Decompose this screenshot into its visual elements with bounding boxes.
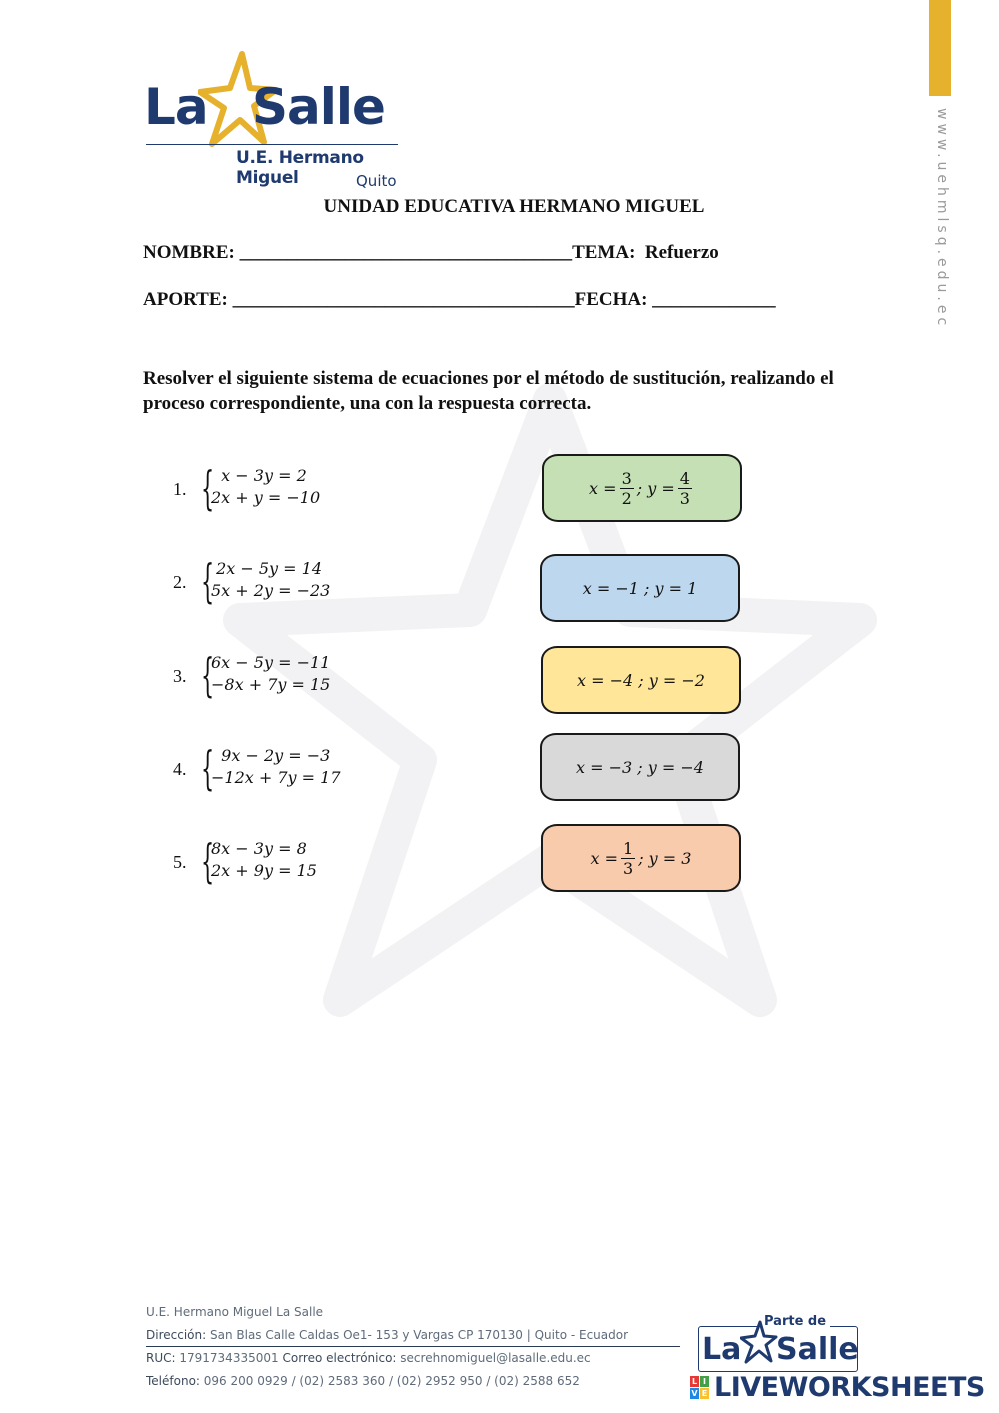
badge-letter: L (691, 1377, 698, 1386)
brace-icon: { (201, 741, 215, 795)
equation-1: 9x − 2y = −3 (211, 746, 331, 765)
la-salle-logo (140, 50, 410, 195)
school-title: UNIDAD EDUCATIVA HERMANO MIGUEL (323, 196, 705, 217)
answer-text: x = −4 ; y = −2 (577, 670, 705, 690)
email-label: Correo electrónico: (282, 1351, 397, 1365)
exercise-number: 3. (173, 666, 187, 686)
logo-school-name: U.E. Hermano Miguel (236, 148, 364, 188)
logo-divider (146, 144, 398, 145)
answer-x-lhs: x = (590, 848, 619, 868)
website-vertical: www.uehmlsq.edu.ec (934, 108, 950, 330)
lw-badge-icon (690, 1376, 710, 1400)
instructions: Resolver el siguiente sistema de ecuaciones por el método de sustitución, realizando el proceso correspondiente, una con la respuesta correcta. (143, 368, 834, 414)
exercise-number: 4. (173, 759, 187, 779)
phone-value: 096 200 0929 / (02) 2583 360 / (02) 2952 950 / (02) 2588 652 (203, 1374, 580, 1388)
exercise-2 (173, 554, 373, 608)
partner-logo (690, 1314, 860, 1374)
fraction-denominator: 3 (679, 488, 690, 508)
address-label: Dirección: (146, 1328, 207, 1342)
logo-city: Quito (356, 172, 397, 190)
fraction-denominator: 2 (621, 488, 632, 508)
brace-icon: { (201, 648, 215, 702)
liveworksheets-logo (690, 1374, 990, 1404)
answer-box-5[interactable] (541, 824, 741, 892)
answer-x-lhs: x = (589, 478, 617, 498)
partner-top-text: Parte de (760, 1314, 830, 1329)
brace-icon: { (201, 834, 215, 888)
answer-separator: ; y = (636, 478, 675, 498)
star-icon (740, 1320, 778, 1364)
fraction-numerator: 4 (679, 468, 690, 488)
exercise-number: 1. (173, 479, 187, 499)
badge-letter: I (700, 1376, 709, 1387)
name-topic-line: NOMBRE: ___________________________________TEMA: Refuerzo (143, 242, 719, 263)
footer-ruc-email (146, 1351, 591, 1365)
fraction-numerator: 1 (623, 838, 634, 858)
equation-2: −8x + 7y = 15 (211, 675, 331, 694)
exercise-5 (173, 834, 373, 888)
liveworksheets-text: LIVEWORKSHEETS (714, 1372, 985, 1403)
exercise-3 (173, 648, 373, 702)
answer-box-2[interactable] (540, 554, 740, 622)
equation-2: −12x + 7y = 17 (211, 768, 341, 787)
ruc-value: 1791734335001 (179, 1351, 279, 1365)
fraction-denominator: 3 (623, 858, 634, 878)
partner-salle: Salle (776, 1332, 859, 1367)
badge-letter: E (701, 1389, 708, 1398)
exercise-number: 5. (173, 852, 187, 872)
partner-la: La (702, 1332, 742, 1367)
answer-box-3[interactable] (541, 646, 741, 714)
footer-address (146, 1328, 628, 1342)
equation-2: 2x + y = −10 (211, 488, 321, 507)
equation-1: x − 3y = 2 (211, 466, 307, 485)
phone-label: Teléfono: (146, 1374, 200, 1388)
exercise-number: 2. (173, 572, 187, 592)
exercise-4 (173, 741, 373, 795)
equation-1: 2x − 5y = 14 (211, 559, 323, 578)
answer-x-fraction (621, 839, 635, 878)
ruc-label: RUC: (146, 1351, 176, 1365)
equation-2: 2x + 9y = 15 (211, 861, 317, 880)
exercise-1 (173, 461, 373, 515)
address-value: San Blas Calle Caldas Oe1- 153 y Vargas CP 170130 | Quito - Ecuador (209, 1328, 629, 1342)
term-date-line: APORTE: ____________________________________FECHA: _____________ (143, 289, 776, 310)
fraction-numerator: 3 (621, 468, 632, 488)
answer-box-1[interactable] (542, 454, 742, 522)
equation-1: 6x − 5y = −11 (211, 653, 331, 672)
footer-divider (146, 1346, 680, 1347)
answer-y-fraction (678, 469, 692, 508)
accent-bar (929, 0, 951, 96)
brace-icon: { (201, 554, 215, 608)
brace-icon: { (201, 461, 215, 515)
equation-1: 8x − 3y = 8 (211, 839, 307, 858)
answer-text: x = −1 ; y = 1 (582, 578, 698, 598)
badge-letter: V (691, 1389, 698, 1398)
footer-school: U.E. Hermano Miguel La Salle (146, 1305, 324, 1319)
answer-box-4[interactable] (540, 733, 740, 801)
answer-x-fraction (620, 469, 634, 508)
answer-text: x = −3 ; y = −4 (576, 757, 704, 777)
answer-separator: ; y = 3 (638, 848, 692, 868)
logo-salle-text: Salle (252, 78, 385, 136)
email-value: secrehnomiguel@lasalle.edu.ec (400, 1351, 591, 1365)
footer-phone (146, 1374, 580, 1388)
equation-2: 5x + 2y = −23 (211, 581, 331, 600)
logo-la-text: La (144, 78, 208, 136)
